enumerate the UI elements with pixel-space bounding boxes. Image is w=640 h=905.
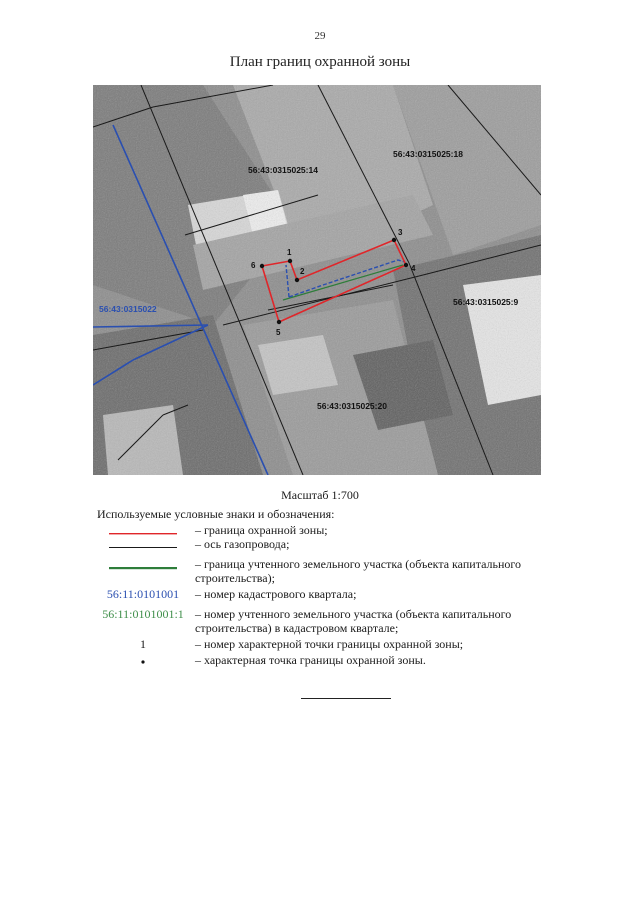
zone-point-2	[295, 278, 299, 282]
legend-item	[97, 653, 577, 669]
zone-point-1	[288, 259, 292, 263]
point-label-3: 3	[398, 228, 403, 237]
point-label-5: 5	[276, 328, 281, 337]
legend-item	[97, 637, 577, 653]
legend-item	[97, 523, 577, 537]
legend-text: – ось газопровода;	[195, 537, 290, 551]
legend-text: – номер характерной точки границы охранной зоны;	[195, 637, 464, 651]
point-label-2: 2	[300, 267, 305, 276]
point-symbol	[139, 653, 147, 667]
legend-symbol	[97, 523, 189, 535]
aerial-texture	[93, 85, 541, 475]
cadastral-map	[93, 85, 541, 475]
page-title: План границ охранной зоны	[229, 54, 411, 70]
zone-point-3	[392, 238, 396, 242]
zone-point-6	[260, 264, 264, 268]
legend-symbol	[97, 653, 189, 670]
legend-symbol-text: 1	[140, 637, 146, 651]
legend-text: – номер кадастрового квартала;	[195, 587, 357, 601]
point-label-4: 4	[411, 264, 416, 273]
legend-text: – характерная точка границы охранной зоны.	[195, 653, 426, 667]
legend-text: – граница охранной зоны;	[195, 523, 328, 537]
zone-point-5	[277, 320, 281, 324]
legend-item	[97, 537, 577, 557]
zone-point-4	[404, 263, 408, 267]
parcel-label: 56:43:0315025:14	[248, 165, 318, 175]
map-canvas	[93, 85, 541, 475]
parcel-label: 56:43:0315025:9	[453, 297, 519, 307]
separator-line	[301, 698, 391, 699]
green-line-symbol	[109, 567, 177, 570]
legend-text: – граница учтенного земельного участка (объекта капитального строительства);	[195, 557, 522, 585]
page-number: 29	[314, 30, 326, 42]
legend-item	[97, 557, 577, 587]
legend-symbol	[97, 537, 189, 549]
parcel-label: 56:43:0315025:18	[393, 149, 463, 159]
legend-item	[97, 587, 577, 607]
quarter-label: 56:43:0315022	[99, 304, 157, 314]
legend-symbol-text: 56:11:0101001:1	[102, 607, 184, 621]
legend-symbol-text: 56:11:0101001	[106, 587, 180, 601]
point-label-6: 6	[251, 261, 256, 270]
legend-symbol	[97, 557, 189, 570]
parcel-label: 56:43:0315025:20	[317, 401, 387, 411]
legend-text: – номер учтенного земельного участка (объекта капитального строительства) в кадастровом квартале;	[195, 607, 512, 635]
black-line-symbol	[109, 547, 177, 549]
legend-title: Используемые условные знаки и обозначения:	[97, 507, 335, 521]
legend-item	[97, 607, 577, 637]
red-line-symbol	[109, 533, 177, 535]
legend	[97, 523, 577, 669]
map-scale: Масштаб 1:700	[281, 488, 359, 502]
point-label-1: 1	[287, 248, 292, 257]
